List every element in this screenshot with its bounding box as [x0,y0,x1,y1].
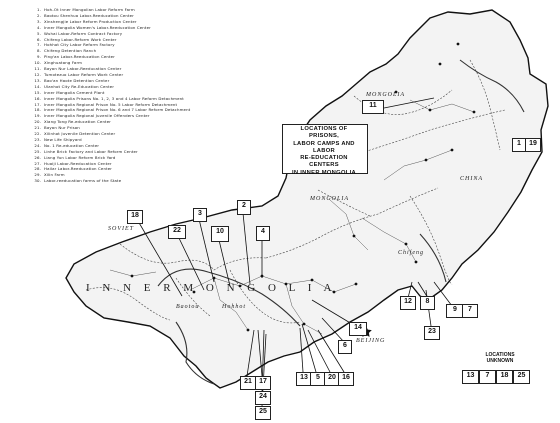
location-number: 4 [256,226,270,241]
location-number: 5 [310,372,326,386]
location-number: 14 [349,322,367,336]
map-title-line: RE-EDUCATION CENTERS [300,155,348,169]
legend-item: 30. Labor-reeducation farms of the State [34,178,122,184]
legend-item: 5. Wuhai Labor-Reform Contract Factory [36,30,123,36]
legend-item: 12. Tumotezuo Labor Reform Work Center [34,71,124,77]
legend-item: 16. Inner Mongolia Prisons No. 1, 2, 3 and 4 Labor Reform Detachment [34,95,184,101]
locations-unknown-line: LOCATIONS [485,352,515,358]
location-number: 18 [127,210,143,224]
location-number: 17 [255,376,271,390]
unknown-location-number: 7 [479,370,496,384]
map-title-line: LABOR CAMPS AND LABOR [293,140,355,154]
legend-item: 2. Baotou Shenhua Labor-Reeducation Center [36,12,134,18]
legend-item: 21. Bayan Nur Prison [34,125,80,131]
legend-item: 26. Liang Yun Labor Reform Brick Yard [34,154,116,160]
legend-item: 22. Xilinhot Juvenile Detention Center [34,131,116,137]
location-number: 21 [240,376,256,390]
location-number: 20 [324,372,340,386]
unknown-location-number: 13 [462,370,479,384]
location-number: 24 [255,391,271,405]
legend-item: 28. Hailar Labor-Reeducation Center [34,166,113,172]
legend-item: 17. Inner Mongolia Regional Prison No. 5 Labor Reform Detachment [34,101,178,107]
legend-item: 24. No. 1 Re-education Center [34,142,100,148]
legend-item: 29. Xilin Farm [34,172,65,178]
legend-item: 9. Ping'an Labor-Reeducation Center [36,54,115,60]
map-title-line: IN INNER MONGOLIA [291,169,357,176]
place-label: CHINA [460,176,483,182]
legend-item: 13. Bao'an Haote Detention Center [34,77,110,83]
legend-item: 23. New Life Shipyard [34,136,82,142]
place-label: BEIJING [356,338,386,344]
location-number: 7 [462,304,478,318]
locations-unknown-title [470,352,530,364]
location-number: 16 [338,372,354,386]
location-number: 3 [193,208,207,222]
unknown-location-number: 25 [513,370,530,384]
location-number: 6 [338,340,352,354]
map-title-line: LOCATIONS OF PRISONS, [300,126,348,140]
legend-item: 10. Xinghuatang Farm [34,60,83,66]
legend-item: 8. Chifeng Detention Ranch [36,48,97,54]
legend-item: 15. Inner Mongolia Cement Plant [34,89,105,95]
prison-legend [28,7,273,184]
location-number: 11 [362,100,384,114]
province-label: I N N E R M O N G O L I A [86,282,337,294]
location-number: 9 [446,304,464,318]
place-label: MONGOLIA [366,92,405,98]
legend-item: 25. Linhe Brick Factory and Labor Reform Center [34,148,138,154]
place-label: MONGOLIA [310,196,349,202]
location-number: 22 [168,225,186,239]
location-number: 13 [296,372,312,386]
legend-item: 3. Xinshengjie Labor Reform Production Center [36,18,137,24]
legend-item: 11. Bayan Nur Labor-Reeducation Center [34,66,122,72]
location-number: 2 [237,200,251,215]
map-title [285,126,363,177]
location-number: 19 [525,138,541,152]
location-number: 8 [420,296,435,310]
legend-item: 4. Inner Mongolia Women's Labor-Reeducation Center [36,24,151,30]
legend-item: 18. Inner Mongolia Regional Prison No. 6 and 7 Labor Reform Detachment [34,107,191,113]
legend-item: 19. Inner Mongolia Regional Juvenile Offenders Center [34,113,150,119]
location-number: 23 [424,326,440,340]
locations-unknown-line: UNKNOWN [486,358,514,364]
legend-item: 1. Hoh-Ot Inner Mongolian Labor Reform Farm [36,7,135,12]
legend-item: 14. Ulanhot City Re-Education Center [34,83,115,89]
place-label: SOVIET [108,226,134,232]
unknown-location-number: 18 [496,370,513,384]
legend-item: 6. Chifeng Labor-Reform Work Center [36,36,117,42]
location-number: 10 [211,226,229,242]
location-number: 12 [400,296,416,310]
place-label: Chifeng [398,250,424,256]
place-label: Baotou [176,304,200,310]
location-number: 25 [255,406,271,420]
legend-item: 27. Huaiji Labor-Reeducation Center [34,160,112,166]
legend-item: 7. Hohhot City Labor Reform Factory [36,42,115,48]
legend-item: 20. Xiang Tong Re-education Center [34,119,112,125]
location-number: 1 [512,138,526,152]
place-label: Hohhot [222,304,246,310]
